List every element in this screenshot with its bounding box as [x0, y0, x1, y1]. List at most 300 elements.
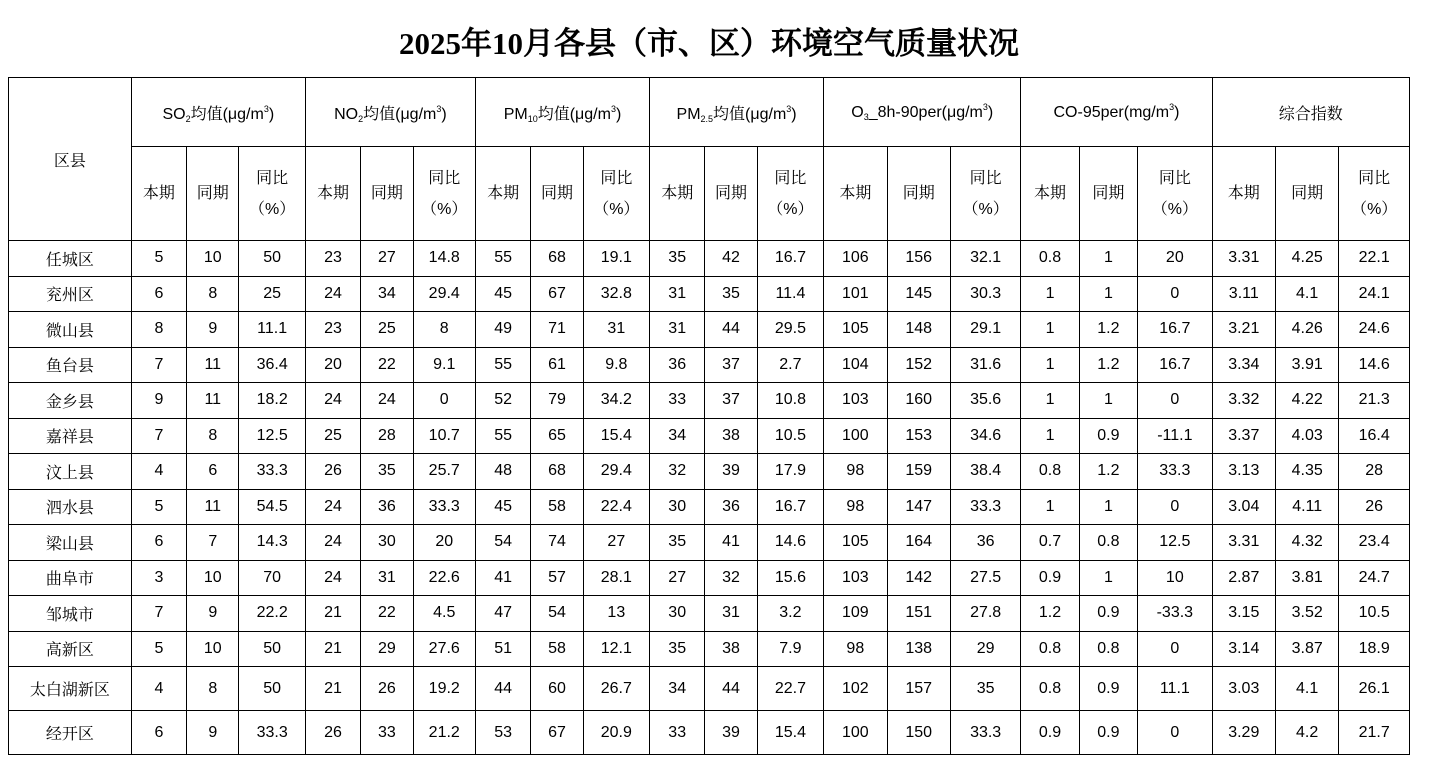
table-cell: 26 — [305, 454, 360, 490]
table-cell: 70 — [239, 560, 305, 596]
subheader-previous: 同期 — [1275, 147, 1338, 241]
table-cell: 25 — [305, 418, 360, 454]
table-cell: 0.9 — [1021, 560, 1079, 596]
table-cell: 4 — [131, 454, 186, 490]
table-cell: 3.21 — [1212, 312, 1275, 348]
table-cell: 0 — [1138, 276, 1213, 312]
table-cell: 26.7 — [583, 667, 649, 711]
table-cell: 0 — [1138, 631, 1213, 667]
table-cell: 32 — [650, 454, 705, 490]
table-cell: 8 — [413, 312, 475, 348]
district-name: 高新区 — [9, 631, 132, 667]
table-cell: 10 — [187, 241, 239, 277]
table-cell: 4.25 — [1275, 241, 1338, 277]
table-cell: 3.31 — [1212, 241, 1275, 277]
table-cell: 32.1 — [950, 241, 1020, 277]
subheader-current: 本期 — [475, 147, 530, 241]
group-header-end: ) — [268, 105, 275, 123]
table-cell: 4.1 — [1275, 667, 1338, 711]
group-header-sub: 2 — [358, 113, 364, 124]
table-cell: 34.2 — [583, 383, 649, 419]
air-quality-table — [8, 77, 1410, 755]
table-cell: 1 — [1079, 276, 1137, 312]
table-cell: 109 — [824, 596, 887, 632]
table-cell: 35.6 — [950, 383, 1020, 419]
table-cell: 23 — [305, 312, 360, 348]
table-cell: 14.6 — [1339, 347, 1410, 383]
table-row — [9, 276, 1410, 312]
group-header-sup: 3 — [786, 103, 792, 114]
table-cell: 31 — [705, 596, 757, 632]
group-header-post: 均值(μg/m — [190, 105, 264, 123]
table-cell: 33 — [650, 711, 705, 755]
table-cell: 159 — [887, 454, 950, 490]
table-cell: 51 — [475, 631, 530, 667]
table-cell: 1 — [1021, 347, 1079, 383]
table-cell: 9.1 — [413, 347, 475, 383]
table-cell: 98 — [824, 631, 887, 667]
group-header-post: _8h-90per(μg/m — [868, 104, 983, 121]
subheader-current: 本期 — [650, 147, 705, 241]
group-header-end: ) — [791, 105, 797, 123]
table-cell: 156 — [887, 241, 950, 277]
table-cell: 29.1 — [950, 312, 1020, 348]
table-cell: 25.7 — [413, 454, 475, 490]
table-cell: 26 — [305, 711, 360, 755]
table-cell: 6 — [131, 276, 186, 312]
district-name: 经开区 — [9, 711, 132, 755]
table-cell: 0 — [1138, 383, 1213, 419]
table-cell: 24.6 — [1339, 312, 1410, 348]
table-cell: 5 — [131, 631, 186, 667]
table-cell: 33.3 — [413, 489, 475, 525]
table-cell: 1.2 — [1079, 454, 1137, 490]
group-header-1 — [305, 78, 475, 147]
table-cell: 22.1 — [1339, 241, 1410, 277]
table-cell: 147 — [887, 489, 950, 525]
table-cell: 20 — [413, 525, 475, 561]
table-cell: 3.2 — [757, 596, 823, 632]
table-cell: 98 — [824, 489, 887, 525]
table-cell: 49 — [475, 312, 530, 348]
table-cell: 58 — [531, 489, 583, 525]
table-cell: 38 — [705, 418, 757, 454]
table-cell: 0.8 — [1021, 454, 1079, 490]
table-cell: 3.03 — [1212, 667, 1275, 711]
table-cell: 105 — [824, 312, 887, 348]
table-cell: 28 — [1339, 454, 1410, 490]
table-cell: 100 — [824, 418, 887, 454]
table-cell: 25 — [361, 312, 413, 348]
table-cell: 3.34 — [1212, 347, 1275, 383]
table-cell: 8 — [187, 418, 239, 454]
table-cell: 106 — [824, 241, 887, 277]
table-cell: 31 — [583, 312, 649, 348]
table-cell: 1.2 — [1021, 596, 1079, 632]
table-cell: 4.03 — [1275, 418, 1338, 454]
table-cell: 3.11 — [1212, 276, 1275, 312]
group-header-pre: 综合指数 — [1278, 105, 1343, 123]
table-cell: 3.87 — [1275, 631, 1338, 667]
table-cell: 103 — [824, 560, 887, 596]
table-cell: 14.3 — [239, 525, 305, 561]
table-row — [9, 241, 1410, 277]
group-header-sub: 10 — [527, 113, 538, 124]
table-cell: 1 — [1021, 489, 1079, 525]
table-cell: 150 — [887, 711, 950, 755]
table-cell: 0.9 — [1079, 667, 1137, 711]
table-cell: 7 — [131, 596, 186, 632]
group-header-end: ) — [441, 105, 447, 123]
table-cell: 100 — [824, 711, 887, 755]
table-cell: 27.5 — [950, 560, 1020, 596]
table-cell: 1 — [1079, 383, 1137, 419]
table-cell: 160 — [887, 383, 950, 419]
table-cell: 5 — [131, 241, 186, 277]
table-cell: 11 — [187, 489, 239, 525]
table-cell: 1 — [1021, 276, 1079, 312]
table-cell: 164 — [887, 525, 950, 561]
table-cell: 157 — [887, 667, 950, 711]
table-cell: 0 — [1138, 489, 1213, 525]
table-cell: 30.3 — [950, 276, 1020, 312]
table-cell: 35 — [650, 631, 705, 667]
table-cell: 22 — [361, 347, 413, 383]
table-cell: 41 — [475, 560, 530, 596]
subheader-yoy: 同比（%） — [1138, 147, 1213, 241]
table-cell: 27 — [650, 560, 705, 596]
table-cell: 14.6 — [757, 525, 823, 561]
table-cell: 9 — [187, 711, 239, 755]
table-cell: 8 — [187, 276, 239, 312]
table-cell: 50 — [239, 631, 305, 667]
group-header-pre: NO — [334, 105, 359, 123]
page-title: 2025年10月各县（市、区）环境空气质量状况 — [399, 26, 1019, 61]
table-body — [9, 241, 1410, 755]
table-cell: 0.9 — [1021, 711, 1079, 755]
table-cell: 0 — [1138, 711, 1213, 755]
group-header-5 — [1021, 78, 1212, 147]
table-cell: 1 — [1079, 489, 1137, 525]
table-cell: 101 — [824, 276, 887, 312]
group-header-6 — [1212, 78, 1409, 147]
table-cell: 10.7 — [413, 418, 475, 454]
table-cell: 3.81 — [1275, 560, 1338, 596]
table-cell: 102 — [824, 667, 887, 711]
table-cell: 9 — [131, 383, 186, 419]
group-header-pre: PM — [503, 105, 528, 123]
table-cell: 35 — [361, 454, 413, 490]
subheader-current: 本期 — [305, 147, 360, 241]
table-row — [9, 525, 1410, 561]
table-cell: 54.5 — [239, 489, 305, 525]
table-cell: 22.6 — [413, 560, 475, 596]
table-cell: 10 — [1138, 560, 1213, 596]
group-header-end: ) — [1174, 104, 1180, 121]
table-cell: 68 — [531, 241, 583, 277]
table-cell: 98 — [824, 454, 887, 490]
group-header-sup: 3 — [982, 102, 988, 112]
table-cell: 10.5 — [1339, 596, 1410, 632]
table-cell: 21 — [305, 596, 360, 632]
table-cell: -33.3 — [1138, 596, 1213, 632]
table-cell: 27 — [361, 241, 413, 277]
table-cell: 30 — [650, 489, 705, 525]
table-cell: 8 — [187, 667, 239, 711]
table-cell: 60 — [531, 667, 583, 711]
table-cell: 33.3 — [950, 711, 1020, 755]
table-cell: 33 — [650, 383, 705, 419]
table-cell: 4.1 — [1275, 276, 1338, 312]
table-cell: 22.7 — [757, 667, 823, 711]
table-cell: 11.4 — [757, 276, 823, 312]
table-row — [9, 631, 1410, 667]
table-cell: 30 — [650, 596, 705, 632]
table-cell: 54 — [475, 525, 530, 561]
table-cell: 34.6 — [950, 418, 1020, 454]
table-cell: 16.7 — [757, 489, 823, 525]
district-name: 嘉祥县 — [9, 418, 132, 454]
subheader-previous: 同期 — [705, 147, 757, 241]
table-cell: 38.4 — [950, 454, 1020, 490]
table-cell: 36 — [950, 525, 1020, 561]
table-cell: 12.5 — [1138, 525, 1213, 561]
table-cell: 14.8 — [413, 241, 475, 277]
table-cell: 3.14 — [1212, 631, 1275, 667]
table-cell: 9.8 — [583, 347, 649, 383]
table-cell: 24 — [305, 525, 360, 561]
district-name: 汶上县 — [9, 454, 132, 490]
table-cell: 31.6 — [950, 347, 1020, 383]
table-cell: 20 — [305, 347, 360, 383]
group-header-pre: SO — [162, 105, 186, 123]
table-cell: 4.22 — [1275, 383, 1338, 419]
table-cell: 1.2 — [1079, 347, 1137, 383]
table-cell: 3.37 — [1212, 418, 1275, 454]
table-cell: 4.5 — [413, 596, 475, 632]
table-cell: 0.9 — [1079, 711, 1137, 755]
table-cell: 48 — [475, 454, 530, 490]
subheader-current: 本期 — [824, 147, 887, 241]
table-cell: 1 — [1021, 383, 1079, 419]
table-cell: 0.8 — [1079, 525, 1137, 561]
table-cell: 1 — [1021, 312, 1079, 348]
table-cell: 145 — [887, 276, 950, 312]
table-cell: 23.4 — [1339, 525, 1410, 561]
table-cell: 22.2 — [239, 596, 305, 632]
table-cell: 36.4 — [239, 347, 305, 383]
table-cell: 35 — [650, 241, 705, 277]
table-row — [9, 454, 1410, 490]
table-cell: 9 — [187, 596, 239, 632]
table-cell: 7 — [131, 418, 186, 454]
table-row — [9, 667, 1410, 711]
table-cell: 0.8 — [1021, 667, 1079, 711]
table-cell: 67 — [531, 711, 583, 755]
table-cell: 142 — [887, 560, 950, 596]
table-cell: 19.2 — [413, 667, 475, 711]
table-cell: 3.91 — [1275, 347, 1338, 383]
table-cell: 26 — [361, 667, 413, 711]
table-cell: 1 — [1079, 560, 1137, 596]
table-cell: 26 — [1339, 489, 1410, 525]
group-header-sub: 3 — [863, 112, 869, 122]
table-cell: 21.7 — [1339, 711, 1410, 755]
table-cell: 68 — [531, 454, 583, 490]
group-header-sup: 3 — [436, 103, 442, 114]
table-cell: 153 — [887, 418, 950, 454]
table-cell: 17.9 — [757, 454, 823, 490]
table-cell: 0.8 — [1021, 631, 1079, 667]
table-cell: 27.6 — [413, 631, 475, 667]
table-cell: 0.9 — [1079, 596, 1137, 632]
table-cell: 2.87 — [1212, 560, 1275, 596]
table-cell: 44 — [705, 312, 757, 348]
table-cell: 50 — [239, 667, 305, 711]
table-cell: -11.1 — [1138, 418, 1213, 454]
district-column-header: 区县 — [9, 78, 132, 241]
table-cell: 38 — [705, 631, 757, 667]
table-cell: 31 — [361, 560, 413, 596]
table-cell: 6 — [131, 525, 186, 561]
table-cell: 23 — [305, 241, 360, 277]
table-cell: 24 — [361, 383, 413, 419]
table-cell: 36 — [705, 489, 757, 525]
group-header-pre: CO-95per(mg/m — [1053, 104, 1170, 121]
table-cell: 3.15 — [1212, 596, 1275, 632]
table-cell: 44 — [475, 667, 530, 711]
table-cell: 37 — [705, 347, 757, 383]
table-row — [9, 711, 1410, 755]
table-cell: 31 — [650, 276, 705, 312]
table-cell: 61 — [531, 347, 583, 383]
table-cell: 12.5 — [239, 418, 305, 454]
subheader-yoy: 同比（%） — [1339, 147, 1410, 241]
district-name: 泗水县 — [9, 489, 132, 525]
table-cell: 29.5 — [757, 312, 823, 348]
table-cell: 35 — [650, 525, 705, 561]
subheader-current: 本期 — [1021, 147, 1079, 241]
table-cell: 3 — [131, 560, 186, 596]
table-cell: 3.13 — [1212, 454, 1275, 490]
district-name: 任城区 — [9, 241, 132, 277]
table-cell: 45 — [475, 489, 530, 525]
table-cell: 13 — [583, 596, 649, 632]
table-cell: 22 — [361, 596, 413, 632]
table-cell: 18.9 — [1339, 631, 1410, 667]
group-header-4 — [824, 78, 1021, 147]
table-cell: 53 — [475, 711, 530, 755]
table-cell: 20 — [1138, 241, 1213, 277]
district-name: 梁山县 — [9, 525, 132, 561]
table-cell: 1.2 — [1079, 312, 1137, 348]
table-cell: 33.3 — [950, 489, 1020, 525]
table-cell: 105 — [824, 525, 887, 561]
table-cell: 21.3 — [1339, 383, 1410, 419]
table-cell: 24 — [305, 489, 360, 525]
table-cell: 30 — [361, 525, 413, 561]
table-cell: 18.2 — [239, 383, 305, 419]
table-cell: 34 — [650, 667, 705, 711]
table-cell: 33.3 — [239, 711, 305, 755]
table-row — [9, 383, 1410, 419]
table-cell: 4.26 — [1275, 312, 1338, 348]
table-cell: 3.31 — [1212, 525, 1275, 561]
table-cell: 54 — [531, 596, 583, 632]
table-cell: 34 — [361, 276, 413, 312]
table-cell: 7.9 — [757, 631, 823, 667]
table-cell: 4.32 — [1275, 525, 1338, 561]
table-cell: 138 — [887, 631, 950, 667]
district-name: 兖州区 — [9, 276, 132, 312]
table-cell: 148 — [887, 312, 950, 348]
table-cell: 24 — [305, 560, 360, 596]
group-header-post: 均值(μg/m — [363, 105, 437, 123]
group-header-sup: 3 — [1169, 102, 1175, 112]
table-cell: 22.4 — [583, 489, 649, 525]
group-header-sup: 3 — [610, 103, 616, 114]
table-cell: 27.8 — [950, 596, 1020, 632]
table-cell: 11 — [187, 347, 239, 383]
table-cell: 42 — [705, 241, 757, 277]
table-cell: 1 — [1079, 241, 1137, 277]
table-cell: 7 — [131, 347, 186, 383]
table-cell: 33 — [361, 711, 413, 755]
table-cell: 32.8 — [583, 276, 649, 312]
table-cell: 24 — [305, 383, 360, 419]
table-cell: 55 — [475, 418, 530, 454]
group-header-end: ) — [987, 104, 994, 121]
table-cell: 6 — [187, 454, 239, 490]
subheader-previous: 同期 — [361, 147, 413, 241]
group-header-sub: 2 — [185, 113, 191, 124]
table-cell: 4.11 — [1275, 489, 1338, 525]
table-cell: 16.4 — [1339, 418, 1410, 454]
district-name: 金乡县 — [9, 383, 132, 419]
subheader-yoy: 同比（%） — [413, 147, 475, 241]
table-cell: 28.1 — [583, 560, 649, 596]
table-cell: 10.8 — [757, 383, 823, 419]
subheader-yoy: 同比（%） — [583, 147, 649, 241]
table-cell: 24.7 — [1339, 560, 1410, 596]
table-cell: 10 — [187, 560, 239, 596]
subheader-previous: 同期 — [187, 147, 239, 241]
table-cell: 1 — [1021, 418, 1079, 454]
subheader-previous: 同期 — [887, 147, 950, 241]
group-header-sub: 2.5 — [700, 113, 714, 124]
table-cell: 39 — [705, 454, 757, 490]
table-cell: 50 — [239, 241, 305, 277]
table-cell: 11.1 — [1138, 667, 1213, 711]
table-cell: 57 — [531, 560, 583, 596]
table-cell: 39 — [705, 711, 757, 755]
table-cell: 0.8 — [1079, 631, 1137, 667]
table-cell: 21 — [305, 667, 360, 711]
table-cell: 10 — [187, 631, 239, 667]
table-cell: 16.7 — [757, 241, 823, 277]
district-name: 邹城市 — [9, 596, 132, 632]
table-cell: 29 — [950, 631, 1020, 667]
table-cell: 3.32 — [1212, 383, 1275, 419]
table-cell: 36 — [361, 489, 413, 525]
table-cell: 27 — [583, 525, 649, 561]
group-header-sup: 3 — [263, 103, 269, 114]
group-header-post: 均值(μg/m — [537, 105, 611, 123]
table-cell: 3.52 — [1275, 596, 1338, 632]
table-cell: 29.4 — [583, 454, 649, 490]
table-cell: 74 — [531, 525, 583, 561]
table-cell: 47 — [475, 596, 530, 632]
